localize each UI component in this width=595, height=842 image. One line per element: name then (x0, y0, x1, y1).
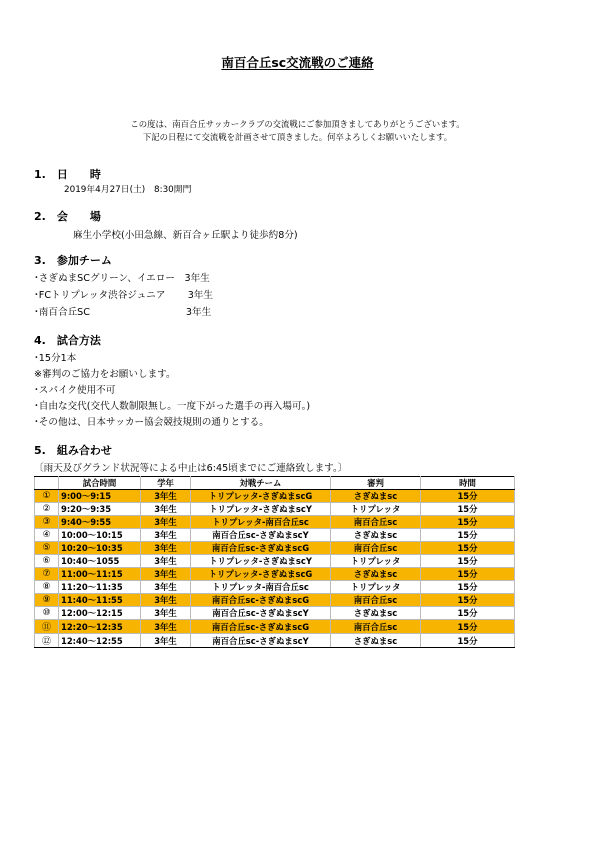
table-row (35, 634, 515, 648)
cell-match: トリプレッタ-さぎぬまscY (191, 555, 331, 568)
cell-referee: トリプレッタ (331, 503, 421, 516)
cell-no: ⑥ (35, 555, 59, 568)
table-row (35, 620, 515, 634)
rule-1: ･15分1本 (34, 353, 77, 364)
header-referee: 審判 (331, 477, 421, 490)
cell-grade: 3年生 (141, 529, 191, 542)
title-text: 南百合丘sc交流戦のご連絡 (221, 55, 374, 70)
cell-grade: 3年生 (141, 620, 191, 634)
cell-duration: 15分 (421, 607, 515, 620)
cell-duration: 15分 (421, 542, 515, 555)
cell-duration: 15分 (421, 490, 515, 503)
table-row (35, 594, 515, 607)
cell-no: ③ (35, 516, 59, 529)
rule-3: ･スパイク使用不可 (34, 385, 116, 396)
event-date: 2019年4月27日(土) 8:30開門 (64, 185, 192, 195)
section-4-heading: 4. 試合方法 (34, 334, 101, 347)
cell-referee: 南百合丘sc (331, 516, 421, 529)
table-row (35, 503, 515, 516)
cell-referee: トリプレッタ (331, 555, 421, 568)
rule-5: ･その他は、日本サッカー協会競技規則の通りとする。 (34, 417, 269, 428)
cell-referee: 南百合丘sc (331, 542, 421, 555)
cell-grade: 3年生 (141, 490, 191, 503)
cell-match: トリプレッタ-さぎぬまscG (191, 568, 331, 581)
cell-match: 南百合丘sc-さぎぬまscY (191, 607, 331, 620)
cell-duration: 15分 (421, 555, 515, 568)
cell-no: ⑫ (35, 634, 59, 648)
cell-duration: 15分 (421, 634, 515, 648)
section-5-heading: 5. 組み合わせ (34, 444, 112, 457)
cell-duration: 15分 (421, 568, 515, 581)
cell-referee: さぎぬまsc (331, 568, 421, 581)
cell-time: 12:00～12:15 (59, 607, 141, 620)
cell-referee: さぎぬまsc (331, 634, 421, 648)
cell-referee: 南百合丘sc (331, 620, 421, 634)
cell-time: 9:40～9:55 (59, 516, 141, 529)
table-row (35, 607, 515, 620)
cell-duration: 15分 (421, 594, 515, 607)
team-1: ･さぎぬまSCグリーン、イエロー 3年生 (34, 273, 210, 284)
intro-line-1: この度は、南百合丘サッカークラブの交流戦にご参加頂きましてありがとうございます。 (130, 119, 465, 129)
cell-duration: 15分 (421, 516, 515, 529)
cell-grade: 3年生 (141, 634, 191, 648)
cell-grade: 3年生 (141, 594, 191, 607)
header-no (35, 477, 59, 490)
page-title (0, 52, 595, 71)
cell-match: 南百合丘sc-さぎぬまscY (191, 634, 331, 648)
cell-referee: 南百合丘sc (331, 594, 421, 607)
cell-time: 10:20～10:35 (59, 542, 141, 555)
cell-no: ⑤ (35, 542, 59, 555)
cell-grade: 3年生 (141, 503, 191, 516)
cell-referee: トリプレッタ (331, 581, 421, 594)
cell-time: 10:00～10:15 (59, 529, 141, 542)
cell-duration: 15分 (421, 503, 515, 516)
cell-duration: 15分 (421, 620, 515, 634)
cell-time: 11:40～11:55 (59, 594, 141, 607)
team-2: ･FCトリプレッタ渋谷ジュニア 3年生 (34, 290, 213, 301)
cell-referee: さぎぬまsc (331, 490, 421, 503)
cell-duration: 15分 (421, 581, 515, 594)
cell-grade: 3年生 (141, 542, 191, 555)
venue: 麻生小学校(小田急線、新百合ヶ丘駅より徒歩約8分) (73, 230, 298, 241)
cell-no: ⑦ (35, 568, 59, 581)
cell-referee: さぎぬまsc (331, 529, 421, 542)
table-row (35, 516, 515, 529)
cell-match: トリプレッタ-さぎぬまscG (191, 490, 331, 503)
header-grade: 学年 (141, 477, 191, 490)
rule-2: ※審判のご協力をお願いします。 (34, 369, 176, 380)
cell-time: 10:40～1055 (59, 555, 141, 568)
schedule-table (34, 476, 515, 648)
cell-no: ① (35, 490, 59, 503)
cell-time: 12:20～12:35 (59, 620, 141, 634)
section-3-heading: 3. 参加チーム (34, 254, 112, 267)
cell-time: 9:00～9:15 (59, 490, 141, 503)
header-time: 試合時間 (59, 477, 141, 490)
table-row (35, 581, 515, 594)
cell-grade: 3年生 (141, 607, 191, 620)
team-3: ･南百合丘SC 3年生 (34, 307, 212, 318)
cell-time: 11:00～11:15 (59, 568, 141, 581)
table-row (35, 490, 515, 503)
cell-duration: 15分 (421, 529, 515, 542)
table-row (35, 529, 515, 542)
cell-referee: さぎぬまsc (331, 607, 421, 620)
cell-grade: 3年生 (141, 581, 191, 594)
section-1-heading: 1. 日 時 (34, 168, 101, 181)
rain-note: 〔雨天及びグランド状況等による中止は6:45頃までにご連絡致します。〕 (34, 463, 348, 474)
cell-match: トリプレッタ-南百合丘sc (191, 581, 331, 594)
cell-grade: 3年生 (141, 555, 191, 568)
cell-time: 11:20～11:35 (59, 581, 141, 594)
cell-no: ⑩ (35, 607, 59, 620)
cell-no: ⑪ (35, 620, 59, 634)
header-duration: 時間 (421, 477, 515, 490)
cell-no: ② (35, 503, 59, 516)
cell-time: 12:40～12:55 (59, 634, 141, 648)
table-row (35, 542, 515, 555)
cell-no: ⑧ (35, 581, 59, 594)
header-match: 対戦チーム (191, 477, 331, 490)
cell-match: トリプレッタ-南百合丘sc (191, 516, 331, 529)
intro-line-2: 下記の日程にて交流戦を計画させて頂きました。何卒よろしくお願いいたします。 (142, 132, 453, 142)
cell-match: トリプレッタ-さぎぬまscY (191, 503, 331, 516)
cell-match: 南百合丘sc-さぎぬまscG (191, 542, 331, 555)
cell-time: 9:20～9:35 (59, 503, 141, 516)
cell-match: 南百合丘sc-さぎぬまscG (191, 594, 331, 607)
cell-match: 南百合丘sc-さぎぬまscG (191, 620, 331, 634)
cell-no: ④ (35, 529, 59, 542)
table-row (35, 555, 515, 568)
cell-match: 南百合丘sc-さぎぬまscY (191, 529, 331, 542)
section-2-heading: 2. 会 場 (34, 210, 101, 223)
cell-grade: 3年生 (141, 516, 191, 529)
table-row (35, 568, 515, 581)
cell-grade: 3年生 (141, 568, 191, 581)
schedule-header-row (35, 477, 515, 490)
cell-no: ⑨ (35, 594, 59, 607)
rule-4: ･自由な交代(交代人数制限無し。一度下がった選手の再入場可。) (34, 401, 311, 412)
